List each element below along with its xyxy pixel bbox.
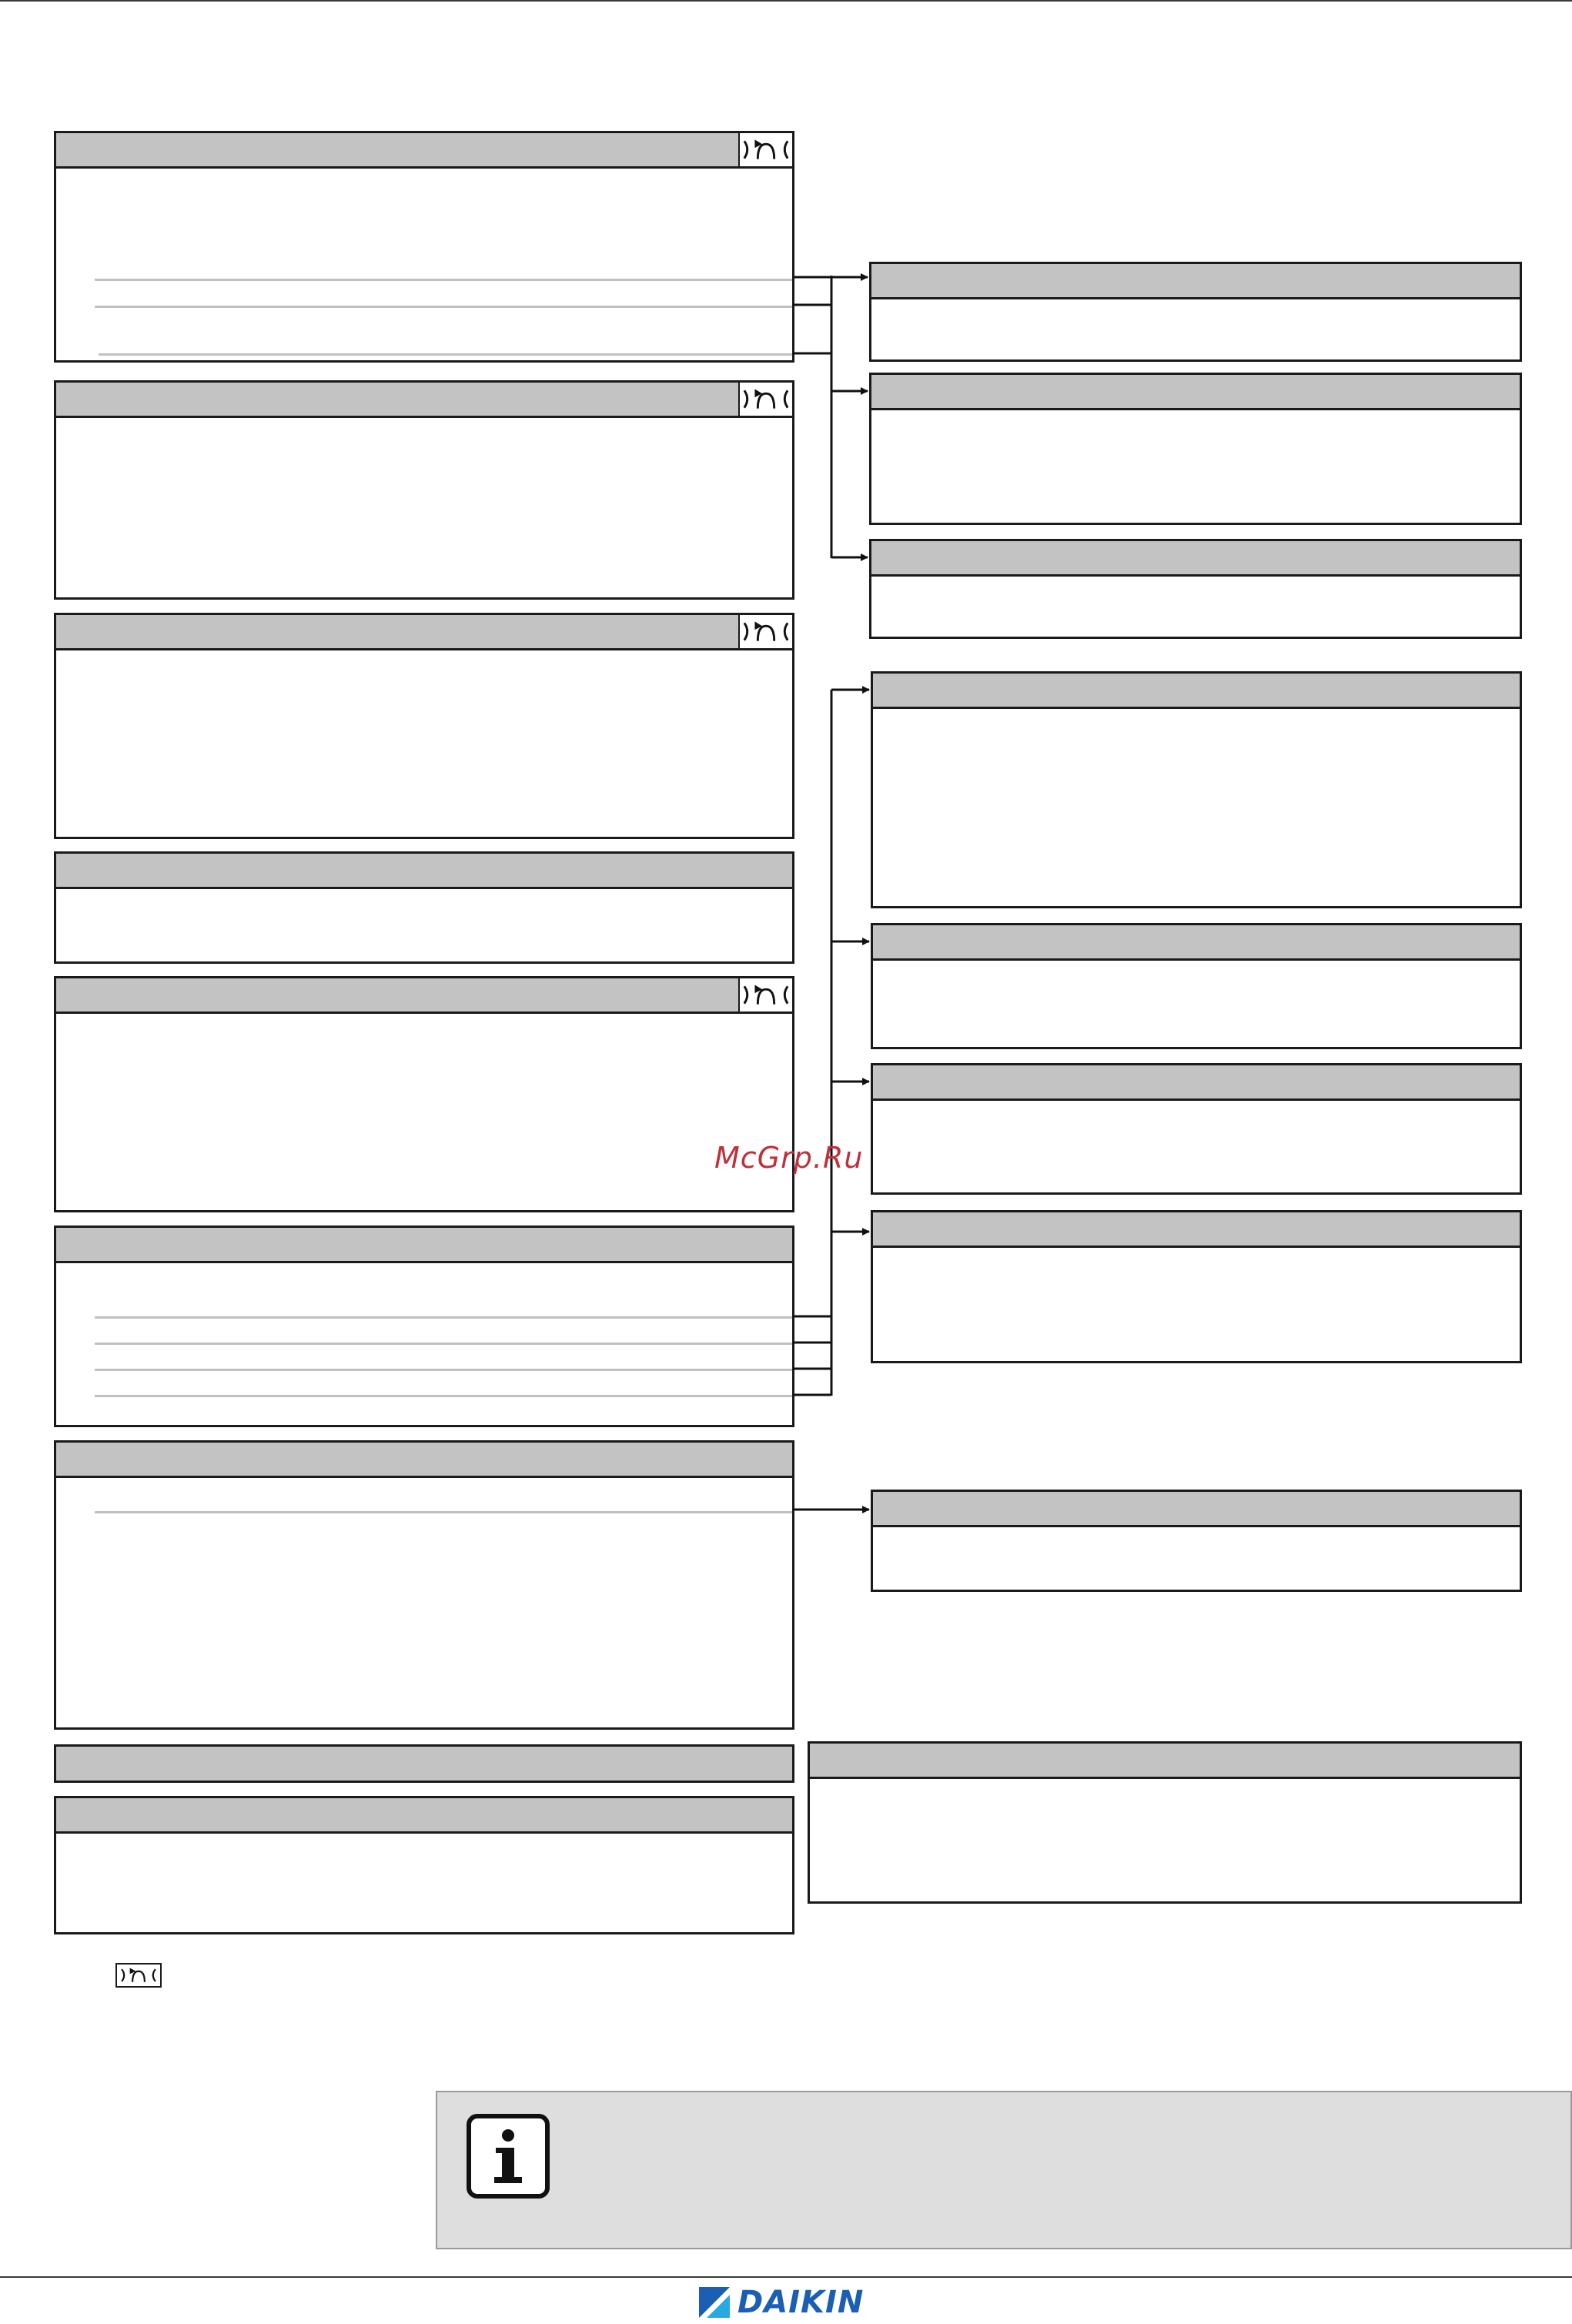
daikin-logo-mark [696, 2284, 733, 2321]
restart-icon [115, 1963, 162, 1988]
watermark: McGrp.Ru [714, 1141, 864, 1175]
brand-name: DAIKIN [738, 2285, 865, 2320]
information-note [436, 2091, 1572, 2249]
info-icon [467, 2114, 550, 2199]
daikin-logo [696, 2283, 864, 2322]
footer-rule [0, 2276, 1572, 2278]
